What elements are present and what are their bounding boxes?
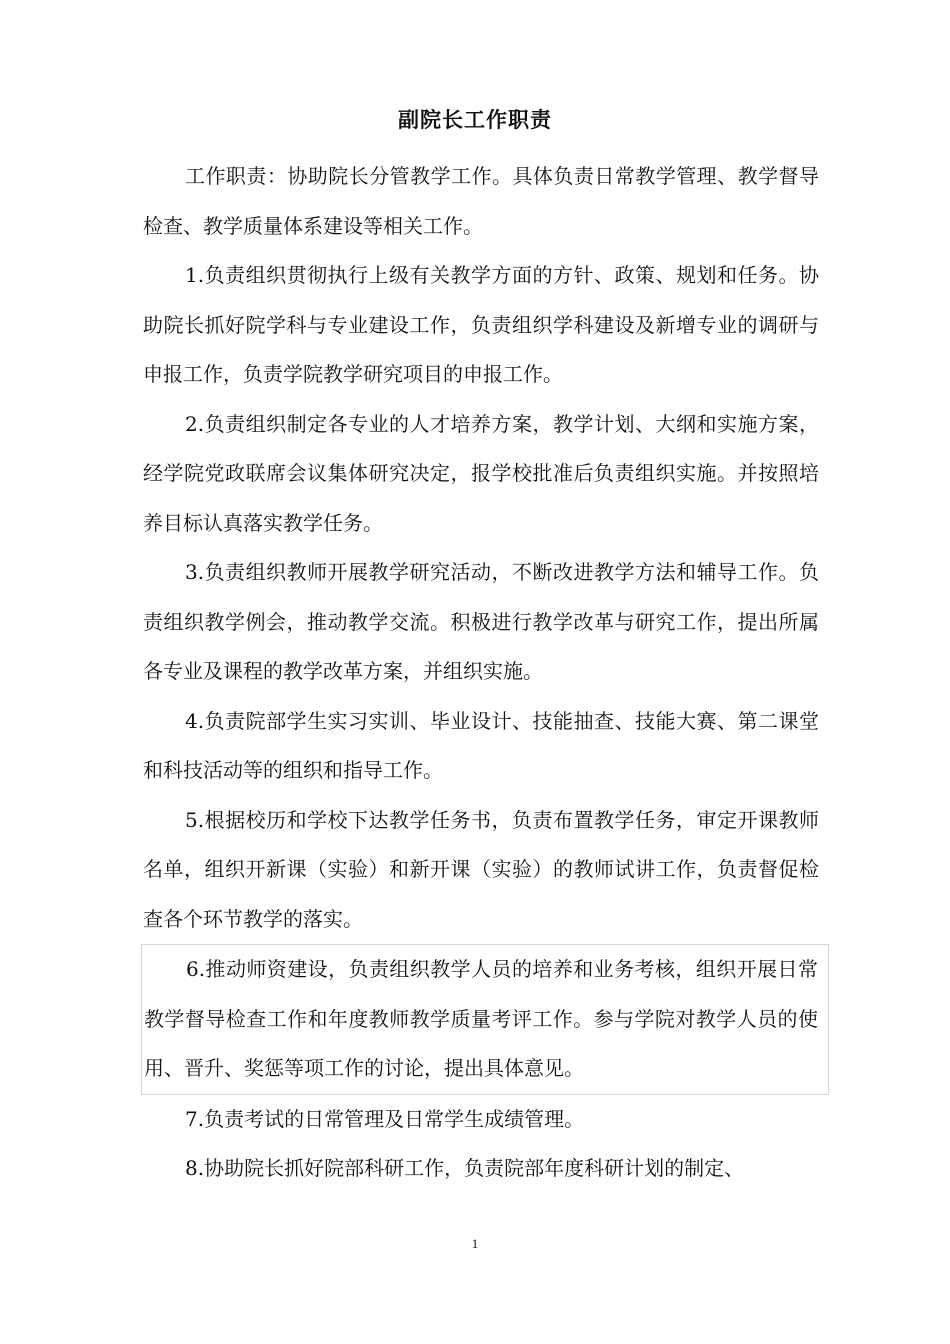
document-body — [143, 152, 819, 1194]
paragraph-intro: 工作职责：协助院长分管教学工作。具体负责日常教学管理、教学督导检查、教学质量体系建设等相关工作。 — [143, 164, 819, 238]
paragraph-item-3: 3.负责组织教师开展教学研究活动，不断改进教学方法和辅导工作。负责组织教学例会，推动教学交流。积极进行教学改革与研究工作，提出所属各专业及课程的教学改革方案，并组织实施。 — [143, 560, 819, 683]
paragraph-item-7: 7.负责考试的日常管理及日常学生成绩管理。 — [185, 1106, 585, 1131]
paragraph-item-4: 4.负责院部学生实习实训、毕业设计、技能抽查、技能大赛、第二课堂和科技活动等的组织和指导工作。 — [143, 708, 819, 782]
page-number: 1 — [471, 1236, 479, 1251]
paragraph-item-1: 1.负责组织贯彻执行上级有关教学方面的方针、政策、规划和任务。协助院长抓好院学科与专业建设工作，负责组织学科建设及新增专业的调研与申报工作，负责学院教学研究项目的申报工作。 — [143, 263, 819, 386]
document-title: 副院长工作职责 — [398, 108, 552, 132]
paragraph-item-2: 2.负责组织制定各专业的人才培养方案，教学计划、大纲和实施方案，经学院党政联席会议集体研究决定，报学校批准后负责组织实施。并按照培养目标认真落实教学任务。 — [143, 411, 819, 535]
paragraph-item-5: 5.根据校历和学校下达教学任务书，负责布置教学任务，审定开课教师名单，组织开新课（实验）和新开课（实验）的教师试讲工作，负责督促检查各个环节教学的落实。 — [143, 807, 819, 931]
paragraph-item-8: 8.协助院长抓好院部科研工作，负责院部年度科研计划的制定、 — [185, 1156, 745, 1180]
paragraph-item-6: 6.推动师资建设，负责组织教学人员的培养和业务考核，组织开展日常教学督导检查工作和年度教师教学质量考评工作。参与学院对教学人员的使用、晋升、奖惩等项工作的讨论，提出具体意见。 — [141, 944, 829, 1095]
